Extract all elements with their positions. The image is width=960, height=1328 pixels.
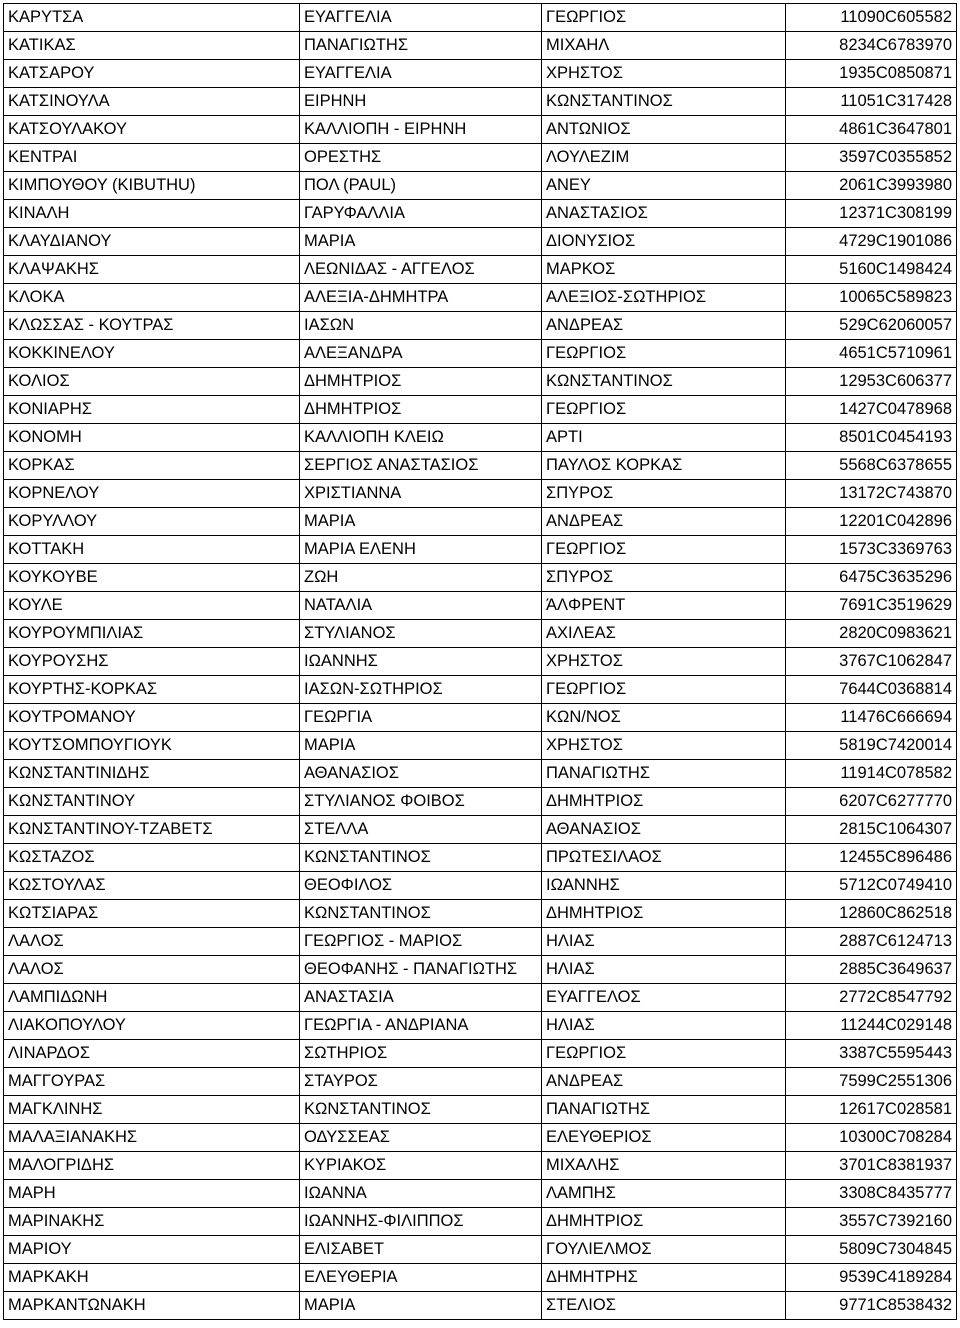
father-name-cell: ΚΩΝΣΤΑΝΤΙΝΟΣ: [542, 88, 786, 116]
code-cell: 2887C6124713: [786, 928, 957, 956]
table-row: [4, 732, 957, 760]
table-row: [4, 1236, 957, 1264]
father-name-cell: ΑΘΑΝΑΣΙΟΣ: [542, 816, 786, 844]
code-cell: 2815C1064307: [786, 816, 957, 844]
father-name-cell: ΑΝΔΡΕΑΣ: [542, 312, 786, 340]
first-name-cell: ΣΕΡΓΙΟΣ ΑΝΑΣΤΑΣΙΟΣ: [300, 452, 542, 480]
code-cell: 6475C3635296: [786, 564, 957, 592]
first-name-cell: ΣΤΥΛΙΑΝΟΣ: [300, 620, 542, 648]
surname-cell: ΚΛΩΣΣΑΣ - ΚΟΥΤΡΑΣ: [4, 312, 300, 340]
first-name-cell: ΕΛΙΣΑΒΕΤ: [300, 1236, 542, 1264]
code-cell: 11476C666694: [786, 704, 957, 732]
table-row: [4, 4, 957, 32]
surname-cell: ΜΑΡΙΝΑΚΗΣ: [4, 1208, 300, 1236]
surname-cell: ΚΟΥΡΟΥΜΠΙΛΙΑΣ: [4, 620, 300, 648]
code-cell: 8234C6783970: [786, 32, 957, 60]
table-row: [4, 256, 957, 284]
surname-cell: ΚΟΥΤΡΟΜΑΝΟΥ: [4, 704, 300, 732]
father-name-cell: ΗΛΙΑΣ: [542, 928, 786, 956]
table-row: [4, 1040, 957, 1068]
surname-cell: ΚΩΣΤΑΖΟΣ: [4, 844, 300, 872]
father-name-cell: ΓΟΥΛΙΕΛΜΟΣ: [542, 1236, 786, 1264]
father-name-cell: ΣΠΥΡΟΣ: [542, 564, 786, 592]
code-cell: 12455C896486: [786, 844, 957, 872]
table-row: [4, 200, 957, 228]
first-name-cell: ΕΥΑΓΓΕΛΙΑ: [300, 4, 542, 32]
father-name-cell: ΔΙΟΝΥΣΙΟΣ: [542, 228, 786, 256]
code-cell: 11090C605582: [786, 4, 957, 32]
first-name-cell: ΙΑΣΩΝ-ΣΩΤΗΡΙΟΣ: [300, 676, 542, 704]
code-cell: 2772C8547792: [786, 984, 957, 1012]
table-row: [4, 368, 957, 396]
father-name-cell: ΆΛΦΡΕΝΤ: [542, 592, 786, 620]
father-name-cell: ΔΗΜΗΤΡΙΟΣ: [542, 1208, 786, 1236]
surname-cell: ΚΛΟΚΑ: [4, 284, 300, 312]
father-name-cell: ΑΧΙΛΕΑΣ: [542, 620, 786, 648]
code-cell: 2820C0983621: [786, 620, 957, 648]
first-name-cell: ΑΝΑΣΤΑΣΙΑ: [300, 984, 542, 1012]
table-row: [4, 88, 957, 116]
code-cell: 12371C308199: [786, 200, 957, 228]
surname-cell: ΚΟΡΝΕΛΟΥ: [4, 480, 300, 508]
table-row: [4, 284, 957, 312]
table-row: [4, 228, 957, 256]
father-name-cell: ΛΑΜΠΗΣ: [542, 1180, 786, 1208]
surname-cell: ΜΑΓΓΟΥΡΑΣ: [4, 1068, 300, 1096]
code-cell: 12201C042896: [786, 508, 957, 536]
father-name-cell: ΧΡΗΣΤΟΣ: [542, 732, 786, 760]
father-name-cell: ΔΗΜΗΤΡΙΟΣ: [542, 788, 786, 816]
first-name-cell: ΜΑΡΙΑ: [300, 732, 542, 760]
first-name-cell: ΙΩΑΝΝΑ: [300, 1180, 542, 1208]
table-row: [4, 620, 957, 648]
surname-cell: ΚΛΑΥΔΙΑΝΟΥ: [4, 228, 300, 256]
code-cell: 10065C589823: [786, 284, 957, 312]
surname-cell: ΚΑΤΙΚΑΣ: [4, 32, 300, 60]
table-row: [4, 312, 957, 340]
father-name-cell: ΧΡΗΣΤΟΣ: [542, 648, 786, 676]
father-name-cell: ΓΕΩΡΓΙΟΣ: [542, 4, 786, 32]
code-cell: 4651C5710961: [786, 340, 957, 368]
code-cell: 3701C8381937: [786, 1152, 957, 1180]
surname-cell: ΚΩΣΤΟΥΛΑΣ: [4, 872, 300, 900]
code-cell: 3767C1062847: [786, 648, 957, 676]
father-name-cell: ΠΑΥΛΟΣ ΚΟΡΚΑΣ: [542, 452, 786, 480]
father-name-cell: ΚΩΝ/ΝΟΣ: [542, 704, 786, 732]
code-cell: 5809C7304845: [786, 1236, 957, 1264]
code-cell: 11051C317428: [786, 88, 957, 116]
first-name-cell: ΓΕΩΡΓΙΑ: [300, 704, 542, 732]
table-row: [4, 956, 957, 984]
father-name-cell: ΔΗΜΗΤΡΗΣ: [542, 1264, 786, 1292]
first-name-cell: ΘΕΟΦΙΛΟΣ: [300, 872, 542, 900]
first-name-cell: ΟΡΕΣΤΗΣ: [300, 144, 542, 172]
first-name-cell: ΣΤΑΥΡΟΣ: [300, 1068, 542, 1096]
father-name-cell: ΑΡΤΙ: [542, 424, 786, 452]
surname-cell: ΚΟΛΙΟΣ: [4, 368, 300, 396]
code-cell: 3308C8435777: [786, 1180, 957, 1208]
surname-cell: ΚΟΡΥΛΛΟΥ: [4, 508, 300, 536]
table-row: [4, 1264, 957, 1292]
table-row: [4, 424, 957, 452]
first-name-cell: ΚΩΝΣΤΑΝΤΙΝΟΣ: [300, 900, 542, 928]
code-cell: 10300C708284: [786, 1124, 957, 1152]
surname-cell: ΚΩΝΣΤΑΝΤΙΝΟΥ-ΤΖΑΒΕΤΣ: [4, 816, 300, 844]
first-name-cell: ΝΑΤΑΛΙΑ: [300, 592, 542, 620]
father-name-cell: ΜΑΡΚΟΣ: [542, 256, 786, 284]
father-name-cell: ΔΗΜΗΤΡΙΟΣ: [542, 900, 786, 928]
surname-cell: ΛΑΛΟΣ: [4, 928, 300, 956]
father-name-cell: ΠΑΝΑΓΙΩΤΗΣ: [542, 760, 786, 788]
first-name-cell: ΚΩΝΣΤΑΝΤΙΝΟΣ: [300, 844, 542, 872]
surname-cell: ΜΑΡΚΑΝΤΩΝΑΚΗ: [4, 1292, 300, 1320]
surname-cell: ΚΑΤΣΑΡΟΥ: [4, 60, 300, 88]
surname-cell: ΜΑΓΚΛΙΝΗΣ: [4, 1096, 300, 1124]
code-cell: 2885C3649637: [786, 956, 957, 984]
surname-cell: ΚΑΤΣΙΝΟΥΛΑ: [4, 88, 300, 116]
code-cell: 5568C6378655: [786, 452, 957, 480]
father-name-cell: ΑΝΑΣΤΑΣΙΟΣ: [542, 200, 786, 228]
first-name-cell: ΚΑΛΛΙΟΠΗ - ΕΙΡΗΝΗ: [300, 116, 542, 144]
code-cell: 8501C0454193: [786, 424, 957, 452]
table-row: [4, 1068, 957, 1096]
father-name-cell: ΣΠΥΡΟΣ: [542, 480, 786, 508]
surname-cell: ΚΑΡΥΤΣΑ: [4, 4, 300, 32]
table-row: [4, 1096, 957, 1124]
first-name-cell: ΚΥΡΙΑΚΟΣ: [300, 1152, 542, 1180]
first-name-cell: ΠΟΛ (PAUL): [300, 172, 542, 200]
first-name-cell: ΖΩΗ: [300, 564, 542, 592]
first-name-cell: ΠΑΝΑΓΙΩΤΗΣ: [300, 32, 542, 60]
table-row: [4, 1152, 957, 1180]
surname-cell: ΚΩΝΣΤΑΝΤΙΝΟΥ: [4, 788, 300, 816]
father-name-cell: ΓΕΩΡΓΙΟΣ: [542, 536, 786, 564]
table-row: [4, 900, 957, 928]
father-name-cell: ΠΡΩΤΕΣΙΛΑΟΣ: [542, 844, 786, 872]
first-name-cell: ΕΛΕΥΘΕΡΙΑ: [300, 1264, 542, 1292]
surname-cell: ΚΙΜΠΟΥΘΟΥ (KIBUTHU): [4, 172, 300, 200]
code-cell: 11244C029148: [786, 1012, 957, 1040]
surname-cell: ΚΟΥΡΟΥΣΗΣ: [4, 648, 300, 676]
surname-cell: ΚΛΑΨΑΚΗΣ: [4, 256, 300, 284]
first-name-cell: ΜΑΡΙΑ ΕΛΕΝΗ: [300, 536, 542, 564]
first-name-cell: ΚΩΝΣΤΑΝΤΙΝΟΣ: [300, 1096, 542, 1124]
father-name-cell: ΜΙΧΑΛΗΣ: [542, 1152, 786, 1180]
father-name-cell: ΑΝΕΥ: [542, 172, 786, 200]
father-name-cell: ΕΛΕΥΘΕΡΙΟΣ: [542, 1124, 786, 1152]
surname-cell: ΜΑΡΚΑΚΗ: [4, 1264, 300, 1292]
father-name-cell: ΜΙΧΑΗΛ: [542, 32, 786, 60]
first-name-cell: ΣΤΥΛΙΑΝΟΣ ΦΟΙΒΟΣ: [300, 788, 542, 816]
table-row: [4, 844, 957, 872]
code-cell: 3597C0355852: [786, 144, 957, 172]
first-name-cell: ΜΑΡΙΑ: [300, 1292, 542, 1320]
table-row: [4, 816, 957, 844]
table-row: [4, 564, 957, 592]
surname-cell: ΛΙΝΑΡΔΟΣ: [4, 1040, 300, 1068]
code-cell: 5819C7420014: [786, 732, 957, 760]
code-cell: 1427C0478968: [786, 396, 957, 424]
surname-cell: ΚΟΥΤΣΟΜΠΟΥΓΙΟΥΚ: [4, 732, 300, 760]
table-row: [4, 704, 957, 732]
code-cell: 1573C3369763: [786, 536, 957, 564]
surname-cell: ΛΑΜΠΙΔΩΝΗ: [4, 984, 300, 1012]
first-name-cell: ΧΡΙΣΤΙΑΝΝΑ: [300, 480, 542, 508]
table-row: [4, 592, 957, 620]
surname-cell: ΛΑΛΟΣ: [4, 956, 300, 984]
table-row: [4, 536, 957, 564]
first-name-cell: ΜΑΡΙΑ: [300, 508, 542, 536]
surname-cell: ΛΙΑΚΟΠΟΥΛΟΥ: [4, 1012, 300, 1040]
table-row: [4, 452, 957, 480]
table-row: [4, 340, 957, 368]
table-row: [4, 508, 957, 536]
surname-cell: ΚΟΥΚΟΥΒΕ: [4, 564, 300, 592]
table-row: [4, 144, 957, 172]
table-row: [4, 984, 957, 1012]
father-name-cell: ΕΥΑΓΓΕΛΟΣ: [542, 984, 786, 1012]
code-cell: 12953C606377: [786, 368, 957, 396]
first-name-cell: ΚΑΛΛΙΟΠΗ ΚΛΕΙΩ: [300, 424, 542, 452]
table-row: [4, 1180, 957, 1208]
surname-cell: ΚΩΤΣΙΑΡΑΣ: [4, 900, 300, 928]
table-row: [4, 788, 957, 816]
table-row: [4, 1012, 957, 1040]
surname-cell: ΚΟΡΚΑΣ: [4, 452, 300, 480]
father-name-cell: ΑΝΔΡΕΑΣ: [542, 1068, 786, 1096]
table-row: [4, 872, 957, 900]
father-name-cell: ΛΟΥΛΕΖΙΜ: [542, 144, 786, 172]
first-name-cell: ΔΗΜΗΤΡΙΟΣ: [300, 368, 542, 396]
table-row: [4, 648, 957, 676]
surname-cell: ΚΟΝΟΜΗ: [4, 424, 300, 452]
father-name-cell: ΗΛΙΑΣ: [542, 1012, 786, 1040]
first-name-cell: ΣΤΕΛΛΑ: [300, 816, 542, 844]
first-name-cell: ΔΗΜΗΤΡΙΟΣ: [300, 396, 542, 424]
code-cell: 12617C028581: [786, 1096, 957, 1124]
father-name-cell: ΑΝΔΡΕΑΣ: [542, 508, 786, 536]
first-name-cell: ΙΩΑΝΝΗΣ-ΦΙΛΙΠΠΟΣ: [300, 1208, 542, 1236]
names-table-body: [4, 4, 957, 1320]
code-cell: 3557C7392160: [786, 1208, 957, 1236]
code-cell: 7644C0368814: [786, 676, 957, 704]
code-cell: 5160C1498424: [786, 256, 957, 284]
code-cell: 5712C0749410: [786, 872, 957, 900]
table-row: [4, 1124, 957, 1152]
father-name-cell: ΠΑΝΑΓΙΩΤΗΣ: [542, 1096, 786, 1124]
father-name-cell: ΗΛΙΑΣ: [542, 956, 786, 984]
code-cell: 7691C3519629: [786, 592, 957, 620]
first-name-cell: ΓΑΡΥΦΑΛΛΙΑ: [300, 200, 542, 228]
first-name-cell: ΑΘΑΝΑΣΙΟΣ: [300, 760, 542, 788]
table-row: [4, 1292, 957, 1320]
first-name-cell: ΑΛΕΞΑΝΔΡΑ: [300, 340, 542, 368]
names-table: [3, 3, 957, 1320]
first-name-cell: ΘΕΟΦΑΝΗΣ - ΠΑΝΑΓΙΩΤΗΣ: [300, 956, 542, 984]
first-name-cell: ΓΕΩΡΓΙΟΣ - ΜΑΡΙΟΣ: [300, 928, 542, 956]
table-row: [4, 32, 957, 60]
first-name-cell: ΙΑΣΩΝ: [300, 312, 542, 340]
code-cell: 529C62060057: [786, 312, 957, 340]
code-cell: 13172C743870: [786, 480, 957, 508]
code-cell: 4861C3647801: [786, 116, 957, 144]
father-name-cell: ΙΩΑΝΝΗΣ: [542, 872, 786, 900]
code-cell: 3387C5595443: [786, 1040, 957, 1068]
surname-cell: ΚΟΚΚΙΝΕΛΟΥ: [4, 340, 300, 368]
table-row: [4, 928, 957, 956]
first-name-cell: ΙΩΑΝΝΗΣ: [300, 648, 542, 676]
first-name-cell: ΕΙΡΗΝΗ: [300, 88, 542, 116]
father-name-cell: ΑΛΕΞΙΟΣ-ΣΩΤΗΡΙΟΣ: [542, 284, 786, 312]
father-name-cell: ΓΕΩΡΓΙΟΣ: [542, 396, 786, 424]
surname-cell: ΚΟΝΙΑΡΗΣ: [4, 396, 300, 424]
first-name-cell: ΟΔΥΣΣΕΑΣ: [300, 1124, 542, 1152]
surname-cell: ΚΕΝΤΡΑΙ: [4, 144, 300, 172]
father-name-cell: ΧΡΗΣΤΟΣ: [542, 60, 786, 88]
code-cell: 4729C1901086: [786, 228, 957, 256]
code-cell: 9771C8538432: [786, 1292, 957, 1320]
code-cell: 2061C3993980: [786, 172, 957, 200]
first-name-cell: ΕΥΑΓΓΕΛΙΑ: [300, 60, 542, 88]
father-name-cell: ΣΤΕΛΙΟΣ: [542, 1292, 786, 1320]
first-name-cell: ΜΑΡΙΑ: [300, 228, 542, 256]
first-name-cell: ΑΛΕΞΙΑ-ΔΗΜΗΤΡΑ: [300, 284, 542, 312]
surname-cell: ΜΑΛΑΞΙΑΝΑΚΗΣ: [4, 1124, 300, 1152]
father-name-cell: ΑΝΤΩΝΙΟΣ: [542, 116, 786, 144]
surname-cell: ΚΙΝΑΛΗ: [4, 200, 300, 228]
first-name-cell: ΛΕΩΝΙΔΑΣ - ΑΓΓΕΛΟΣ: [300, 256, 542, 284]
table-row: [4, 480, 957, 508]
table-row: [4, 1208, 957, 1236]
surname-cell: ΜΑΛΟΓΡΙΔΗΣ: [4, 1152, 300, 1180]
code-cell: 9539C4189284: [786, 1264, 957, 1292]
father-name-cell: ΓΕΩΡΓΙΟΣ: [542, 676, 786, 704]
surname-cell: ΜΑΡΗ: [4, 1180, 300, 1208]
code-cell: 12860C862518: [786, 900, 957, 928]
table-row: [4, 172, 957, 200]
surname-cell: ΚΑΤΣΟΥΛΑΚΟΥ: [4, 116, 300, 144]
surname-cell: ΜΑΡΙΟΥ: [4, 1236, 300, 1264]
first-name-cell: ΣΩΤΗΡΙΟΣ: [300, 1040, 542, 1068]
code-cell: 7599C2551306: [786, 1068, 957, 1096]
father-name-cell: ΚΩΝΣΤΑΝΤΙΝΟΣ: [542, 368, 786, 396]
code-cell: 11914C078582: [786, 760, 957, 788]
surname-cell: ΚΟΥΛΕ: [4, 592, 300, 620]
table-row: [4, 760, 957, 788]
table-row: [4, 116, 957, 144]
surname-cell: ΚΟΤΤΑΚΗ: [4, 536, 300, 564]
surname-cell: ΚΩΝΣΤΑΝΤΙΝΙΔΗΣ: [4, 760, 300, 788]
code-cell: 6207C6277770: [786, 788, 957, 816]
father-name-cell: ΓΕΩΡΓΙΟΣ: [542, 340, 786, 368]
first-name-cell: ΓΕΩΡΓΙΑ - ΑΝΔΡΙΑΝΑ: [300, 1012, 542, 1040]
code-cell: 1935C0850871: [786, 60, 957, 88]
table-row: [4, 60, 957, 88]
father-name-cell: ΓΕΩΡΓΙΟΣ: [542, 1040, 786, 1068]
table-row: [4, 396, 957, 424]
surname-cell: ΚΟΥΡΤΗΣ-ΚΟΡΚΑΣ: [4, 676, 300, 704]
table-row: [4, 676, 957, 704]
